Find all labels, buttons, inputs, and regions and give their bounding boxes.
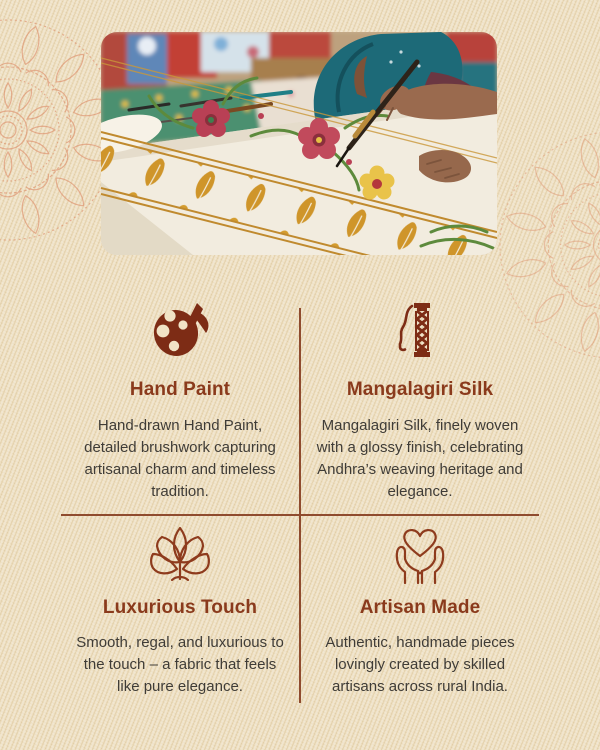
feature-title: Hand Paint xyxy=(129,379,231,400)
hero-photo xyxy=(101,32,497,255)
paint-palette-icon xyxy=(55,300,305,362)
grid-divider-horizontal xyxy=(61,514,539,516)
hands-holding-heart-icon xyxy=(295,524,545,586)
hero-photo-illustration xyxy=(101,32,497,255)
thread-spool-icon xyxy=(295,300,545,362)
feature-artisan-made xyxy=(295,524,545,698)
feature-description: Hand-drawn Hand Paint, detailed brushwork capturing artisanal charm and timeless tradition. xyxy=(84,417,276,500)
feature-luxurious-touch xyxy=(55,524,305,698)
feature-mangalagiri-silk xyxy=(295,300,545,503)
feature-title: Artisan Made xyxy=(359,597,481,618)
feature-hand-paint xyxy=(55,300,305,503)
lotus-icon xyxy=(55,524,305,586)
feature-description: Smooth, regal, and luxurious to the touch – a fabric that feels like pure elegance. xyxy=(76,634,284,695)
feature-description: Mangalagiri Silk, finely woven with a glossy finish, celebrating Andhra’s weaving heritage and elegance. xyxy=(316,417,524,500)
feature-title: Mangalagiri Silk xyxy=(346,379,494,400)
feature-description: Authentic, handmade pieces lovingly created by skilled artisans across rural India. xyxy=(325,634,515,695)
feature-title: Luxurious Touch xyxy=(102,597,258,618)
